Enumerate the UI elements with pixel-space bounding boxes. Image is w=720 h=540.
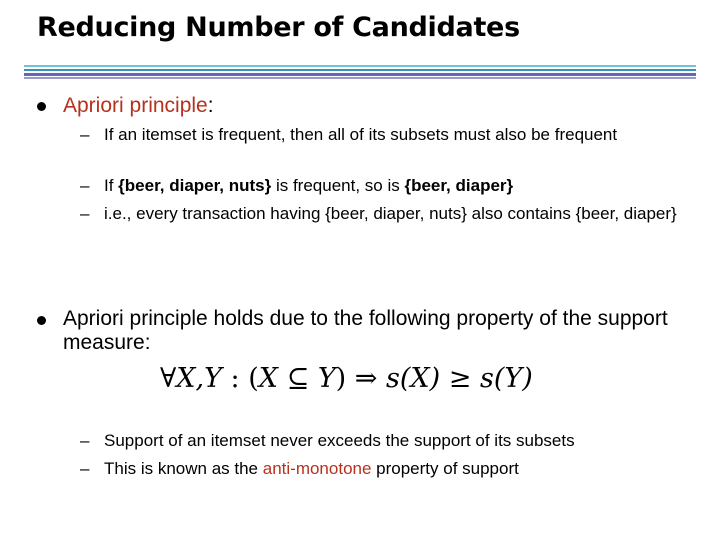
text-segment: This is known as the: [104, 459, 263, 478]
dash-icon: –: [80, 204, 90, 223]
formula-x: X: [258, 363, 279, 394]
text-segment: If: [104, 176, 119, 195]
title-rule-line: [24, 73, 696, 76]
sub-bullet-text: If an itemset is frequent, then all of its subsets must also be frequent: [104, 125, 618, 144]
support-x: s(X): [386, 363, 441, 394]
formula-vars: X,Y: [176, 363, 222, 394]
bold-itemset: {beer, diaper, nuts}: [118, 176, 272, 195]
text-segment: property of support: [371, 459, 519, 478]
support-y: s(Y): [479, 363, 533, 394]
bullet-apriori-principle: [63, 94, 693, 118]
dash-icon: –: [80, 459, 90, 478]
bold-itemset: {beer, diaper}: [404, 176, 514, 195]
colon: :: [207, 94, 214, 117]
formula-colon: :: [230, 363, 240, 394]
text-segment: is frequent, so is: [271, 176, 405, 195]
formula-paren: (: [248, 363, 259, 394]
dash-icon: –: [80, 176, 90, 195]
dash-icon: –: [80, 431, 90, 450]
bullet-dot-icon: [37, 102, 46, 111]
page-title: Reducing Number of Candidates: [37, 12, 520, 43]
bullet-property: Apriori principle holds due to the following property of the support measure:: [63, 307, 668, 354]
subset-symbol: ⊆: [286, 363, 310, 394]
sub-bullet-text: [104, 458, 684, 480]
anti-monotone-term: anti-monotone: [262, 459, 372, 478]
title-rule-line: [24, 65, 696, 67]
title-rule-line: [24, 69, 696, 71]
dash-icon: –: [80, 125, 90, 144]
forall-symbol: ∀: [160, 363, 177, 394]
formula-paren: ): [335, 363, 347, 394]
sub-bullet-text: i.e., every transaction having {beer, diaper, nuts} also contains {beer, diaper}: [104, 204, 677, 223]
title-rule-line: [24, 77, 696, 79]
bullet-dot-icon: [37, 316, 46, 325]
sub-bullet-text: Support of an itemset never exceeds the support of its subsets: [104, 431, 575, 450]
apriori-term: Apriori principle: [63, 94, 208, 117]
implies-symbol: ⇒: [354, 363, 378, 394]
sub-bullet-text: [104, 175, 684, 197]
formula-y: Y: [317, 363, 336, 394]
anti-monotone-formula: [160, 363, 533, 394]
geq-symbol: ≥: [448, 363, 472, 394]
